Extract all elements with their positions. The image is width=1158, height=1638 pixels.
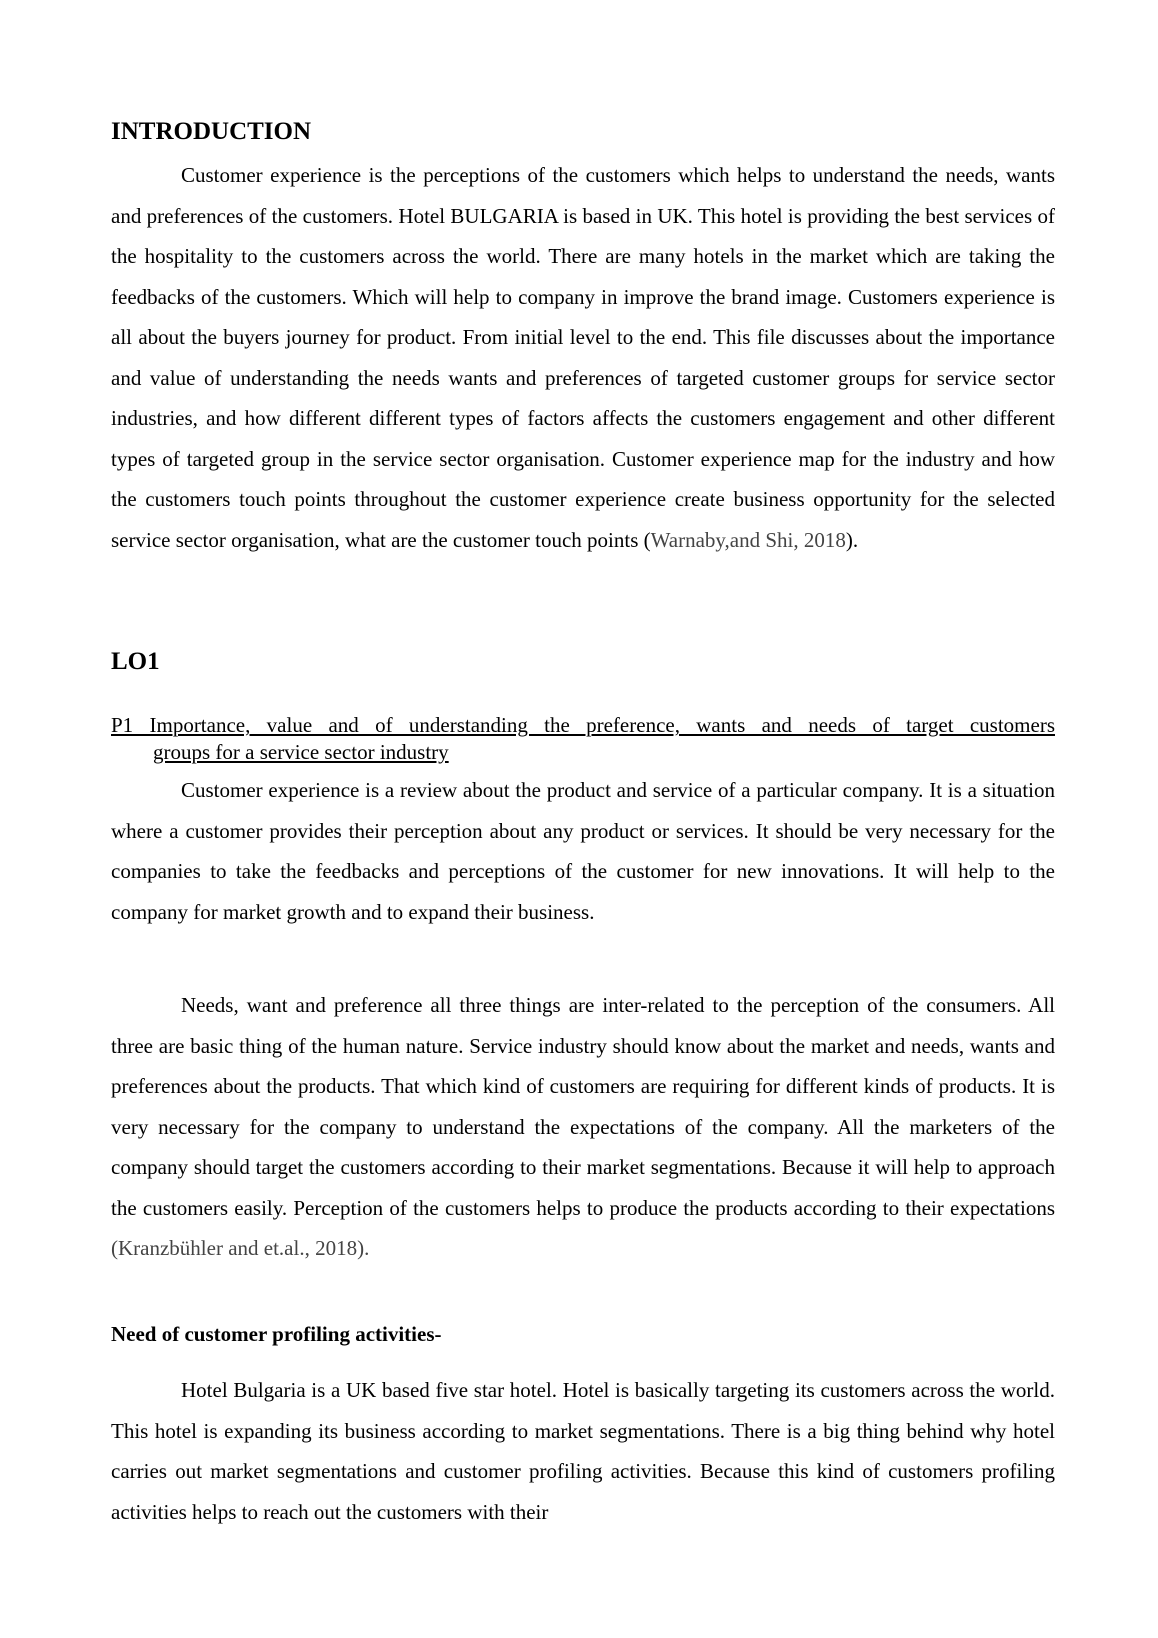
profiling-paragraph: Hotel Bulgaria is a UK based five star hotel. Hotel is basically targeting its customers across the world. This hotel is expanding its business according to market segmentations. There is a big thing behind why hotel carries out market segmentations and customer profiling activities. Because this kind of customers profiling activities helps to reach out the customers with their bbox=[111, 1378, 1055, 1524]
p1-paragraph-1: Customer experience is a review about the product and service of a particular company. It is a situation where a customer provides their perception about any product or services. It should be very necessary for the companies to take the feedbacks and perceptions of the customer for new innovations. It will help to the company for market growth and to expand their business. bbox=[111, 778, 1055, 924]
p1-paragraph-2-citation: (Kranzbühler and et.al., 2018). bbox=[111, 1236, 370, 1260]
p1-paragraph-2 bbox=[111, 985, 1055, 1269]
introduction-citation: Warnaby,and Shi, 2018 bbox=[650, 527, 846, 552]
p1-paragraph-2-text: Needs, want and preference all three things are inter-related to the perception of the consumers. All three are basic thing of the human nature. Service industry should know about the market and needs, wants and preferences about the products. That which kind of customers are requiring for different kinds of products. It is very necessary for the company to understand the expectations of the company. All the marketers of the company should target the customers according to their market segmentations. Because it will help to approach the customers easily. Perception of the customers helps to produce the products according to their expectations bbox=[111, 993, 1055, 1220]
p1-heading-line1: P1 Importance, value and of understanding the preference, wants and needs of target customers bbox=[111, 713, 1055, 737]
profiling-heading: Need of customer profiling activities- bbox=[111, 1322, 442, 1346]
p1-heading-line2: groups for a service sector industry bbox=[153, 740, 449, 764]
introduction-text: Customer experience is the perceptions of the customers which helps to understand the needs, wants and preferences of the customers. Hotel BULGARIA is based in UK. This hotel is providing the best services of the hospitality to the customers across the world. There are many hotels in the market which are taking the feedbacks of the customers. Which will help to company in improve the brand image. Customers experience is all about the buyers journey for product. From initial level to the end. This file discusses about the importance and value of understanding the needs wants and preferences of targeted customer groups for service sector industries, and how different different types of factors affects the customers engagement and other different types of targeted group in the service sector organisation. Customer experience map for the industry and how the customers touch points throughout the customer experience create business opportunity for the selected service sector organisation, what are the customer touch points ( bbox=[111, 163, 1055, 552]
introduction-end: ). bbox=[845, 527, 859, 552]
lo1-heading: LO1 bbox=[111, 648, 160, 675]
introduction-paragraph bbox=[111, 155, 1055, 560]
introduction-heading: INTRODUCTION bbox=[111, 118, 312, 145]
